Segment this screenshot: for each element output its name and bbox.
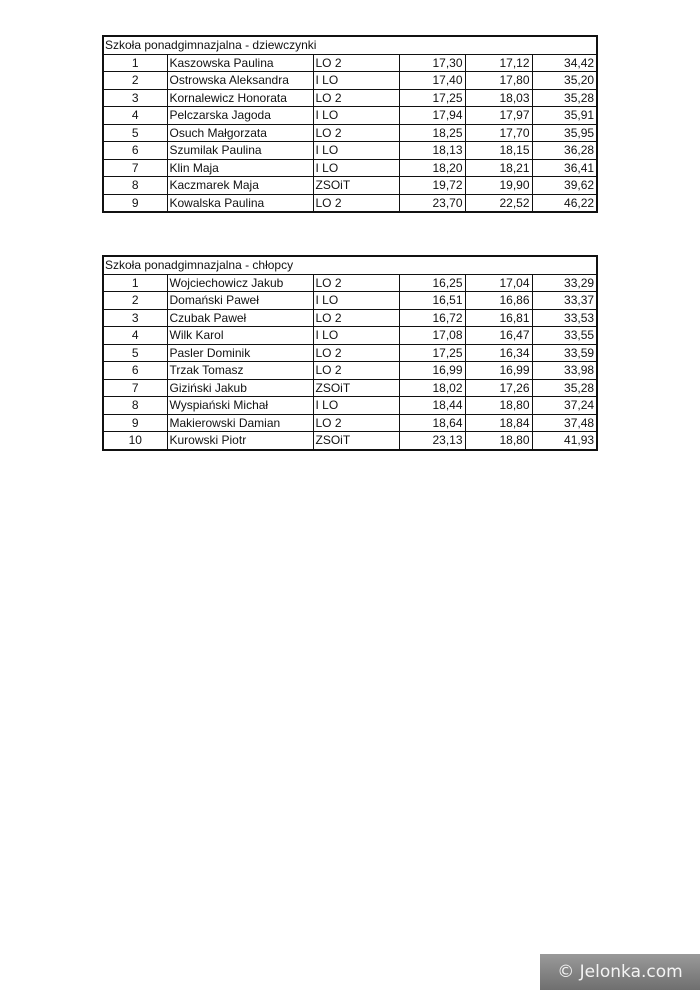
total-cell: 33,29 (532, 274, 597, 292)
time-1-cell: 17,94 (399, 107, 465, 125)
time-2-cell: 18,15 (465, 142, 532, 160)
place-cell: 7 (103, 379, 167, 397)
place-cell: 1 (103, 274, 167, 292)
place-cell: 10 (103, 432, 167, 450)
name-cell: Ostrowska Aleksandra (167, 72, 313, 90)
school-cell: LO 2 (313, 124, 399, 142)
name-cell: Giziński Jakub (167, 379, 313, 397)
boys-results-table (102, 255, 598, 451)
total-cell: 33,53 (532, 309, 597, 327)
time-2-cell: 16,34 (465, 344, 532, 362)
total-cell: 33,37 (532, 292, 597, 310)
name-cell: Kaszowska Paulina (167, 54, 313, 72)
table-row (103, 362, 597, 380)
total-cell: 39,62 (532, 177, 597, 195)
school-cell: LO 2 (313, 362, 399, 380)
table-title: Szkoła ponadgimnazjalna - dziewczynki (103, 36, 597, 54)
place-cell: 3 (103, 89, 167, 107)
place-cell: 9 (103, 194, 167, 212)
table-row (103, 72, 597, 90)
time-2-cell: 18,03 (465, 89, 532, 107)
table-row (103, 327, 597, 345)
place-cell: 4 (103, 327, 167, 345)
total-cell: 33,98 (532, 362, 597, 380)
table-row (103, 107, 597, 125)
name-cell: Kornalewicz Honorata (167, 89, 313, 107)
school-cell: ZSOiT (313, 379, 399, 397)
school-cell: I LO (313, 72, 399, 90)
time-1-cell: 18,44 (399, 397, 465, 415)
time-2-cell: 16,47 (465, 327, 532, 345)
school-cell: LO 2 (313, 274, 399, 292)
table-row (103, 159, 597, 177)
school-cell: LO 2 (313, 309, 399, 327)
total-cell: 35,91 (532, 107, 597, 125)
table-row (103, 89, 597, 107)
table-title-row (103, 256, 597, 274)
time-2-cell: 17,12 (465, 54, 532, 72)
time-1-cell: 17,08 (399, 327, 465, 345)
table-row (103, 414, 597, 432)
school-cell: LO 2 (313, 89, 399, 107)
place-cell: 2 (103, 72, 167, 90)
school-cell: I LO (313, 397, 399, 415)
time-1-cell: 17,25 (399, 89, 465, 107)
total-cell: 33,59 (532, 344, 597, 362)
time-2-cell: 18,84 (465, 414, 532, 432)
total-cell: 37,24 (532, 397, 597, 415)
place-cell: 8 (103, 177, 167, 195)
table-row (103, 124, 597, 142)
total-cell: 41,93 (532, 432, 597, 450)
school-cell: LO 2 (313, 194, 399, 212)
total-cell: 36,41 (532, 159, 597, 177)
table-title-row (103, 36, 597, 54)
table-row (103, 397, 597, 415)
time-2-cell: 16,99 (465, 362, 532, 380)
table-row (103, 142, 597, 160)
time-2-cell: 17,80 (465, 72, 532, 90)
time-2-cell: 17,04 (465, 274, 532, 292)
table-row (103, 194, 597, 212)
place-cell: 4 (103, 107, 167, 125)
table-row (103, 432, 597, 450)
school-cell: I LO (313, 327, 399, 345)
time-2-cell: 17,26 (465, 379, 532, 397)
table-row (103, 54, 597, 72)
total-cell: 35,95 (532, 124, 597, 142)
name-cell: Domański Paweł (167, 292, 313, 310)
time-1-cell: 18,13 (399, 142, 465, 160)
name-cell: Kaczmarek Maja (167, 177, 313, 195)
name-cell: Wilk Karol (167, 327, 313, 345)
school-cell: I LO (313, 292, 399, 310)
total-cell: 36,28 (532, 142, 597, 160)
time-1-cell: 23,13 (399, 432, 465, 450)
table-row (103, 177, 597, 195)
place-cell: 6 (103, 362, 167, 380)
total-cell: 37,48 (532, 414, 597, 432)
name-cell: Czubak Paweł (167, 309, 313, 327)
name-cell: Szumilak Paulina (167, 142, 313, 160)
total-cell: 33,55 (532, 327, 597, 345)
time-2-cell: 18,80 (465, 432, 532, 450)
place-cell: 3 (103, 309, 167, 327)
name-cell: Klin Maja (167, 159, 313, 177)
time-2-cell: 17,70 (465, 124, 532, 142)
total-cell: 34,42 (532, 54, 597, 72)
watermark: © Jelonka.com (540, 954, 700, 990)
time-1-cell: 16,51 (399, 292, 465, 310)
time-1-cell: 16,99 (399, 362, 465, 380)
total-cell: 35,20 (532, 72, 597, 90)
table-row (103, 344, 597, 362)
place-cell: 5 (103, 344, 167, 362)
school-cell: I LO (313, 159, 399, 177)
name-cell: Pasler Dominik (167, 344, 313, 362)
school-cell: ZSOiT (313, 432, 399, 450)
place-cell: 5 (103, 124, 167, 142)
place-cell: 8 (103, 397, 167, 415)
time-2-cell: 16,81 (465, 309, 532, 327)
name-cell: Kurowski Piotr (167, 432, 313, 450)
school-cell: LO 2 (313, 414, 399, 432)
time-1-cell: 16,72 (399, 309, 465, 327)
school-cell: LO 2 (313, 344, 399, 362)
place-cell: 2 (103, 292, 167, 310)
name-cell: Osuch Małgorzata (167, 124, 313, 142)
time-1-cell: 18,64 (399, 414, 465, 432)
school-cell: I LO (313, 107, 399, 125)
time-2-cell: 16,86 (465, 292, 532, 310)
place-cell: 6 (103, 142, 167, 160)
time-1-cell: 16,25 (399, 274, 465, 292)
name-cell: Makierowski Damian (167, 414, 313, 432)
table-row (103, 309, 597, 327)
table-row (103, 274, 597, 292)
time-1-cell: 23,70 (399, 194, 465, 212)
name-cell: Kowalska Paulina (167, 194, 313, 212)
name-cell: Wojciechowicz Jakub (167, 274, 313, 292)
name-cell: Pelczarska Jagoda (167, 107, 313, 125)
time-1-cell: 18,20 (399, 159, 465, 177)
time-1-cell: 18,25 (399, 124, 465, 142)
place-cell: 9 (103, 414, 167, 432)
time-1-cell: 17,40 (399, 72, 465, 90)
time-2-cell: 17,97 (465, 107, 532, 125)
name-cell: Wyspiański Michał (167, 397, 313, 415)
time-1-cell: 17,25 (399, 344, 465, 362)
time-2-cell: 18,80 (465, 397, 532, 415)
time-1-cell: 19,72 (399, 177, 465, 195)
table-row (103, 292, 597, 310)
school-cell: ZSOiT (313, 177, 399, 195)
place-cell: 1 (103, 54, 167, 72)
girls-results-table (102, 35, 598, 213)
time-2-cell: 22,52 (465, 194, 532, 212)
time-2-cell: 19,90 (465, 177, 532, 195)
school-cell: I LO (313, 142, 399, 160)
time-2-cell: 18,21 (465, 159, 532, 177)
total-cell: 35,28 (532, 89, 597, 107)
time-1-cell: 18,02 (399, 379, 465, 397)
name-cell: Trzak Tomasz (167, 362, 313, 380)
table-title: Szkoła ponadgimnazjalna - chłopcy (103, 256, 597, 274)
school-cell: LO 2 (313, 54, 399, 72)
place-cell: 7 (103, 159, 167, 177)
total-cell: 35,28 (532, 379, 597, 397)
time-1-cell: 17,30 (399, 54, 465, 72)
table-row (103, 379, 597, 397)
total-cell: 46,22 (532, 194, 597, 212)
